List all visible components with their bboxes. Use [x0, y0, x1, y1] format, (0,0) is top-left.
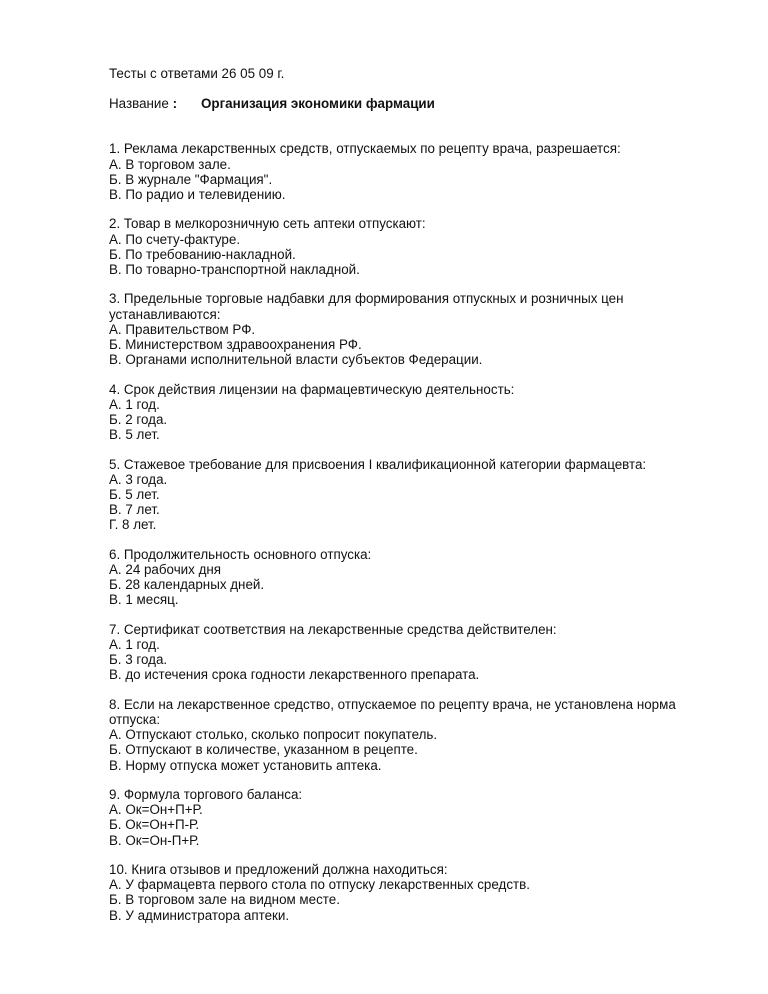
answer-option: Б. 2 года.: [109, 412, 168, 428]
document-title: Организация экономики фармации: [201, 96, 435, 112]
question-text: 5. Стажевое требование для присвоения I квалификационной категории фармацевта:: [109, 456, 647, 472]
question-text: 6. Продолжительность основного отпуска:: [109, 546, 372, 562]
question-block: [109, 291, 729, 367]
answer-option: Б. В журнале "Фармация".: [109, 171, 273, 187]
question-text: 2. Товар в мелкорозничную сеть аптеки отпускают:: [109, 216, 426, 232]
question-block: [109, 862, 729, 923]
question-text: 9. Формула торгового баланса:: [109, 787, 303, 803]
question-text: 7. Сертификат соответствия на лекарственные средства действителен:: [109, 621, 557, 637]
answer-option: Б. В торговом зале на видном месте.: [109, 892, 340, 908]
answer-option: В. 5 лет.: [109, 427, 160, 443]
answer-option: В. По товарно-транспортной накладной.: [109, 262, 360, 278]
title-label: Название: [109, 96, 169, 112]
answer-option: В. 7 лет.: [109, 502, 160, 518]
answer-option: А. По счету-фактуре.: [109, 231, 241, 247]
document-header: Тесты с ответами 26 05 09 г.: [109, 66, 285, 81]
answer-option: Б. 28 календарных дней.: [109, 577, 265, 593]
answer-option: В. Норму отпуска может установить аптека.: [109, 757, 382, 773]
answer-option: А. У фармацевта первого стола по отпуску лекарственных средств.: [109, 877, 530, 893]
question-list: [109, 141, 729, 922]
answer-option: А. 24 рабочих дня: [109, 562, 222, 578]
answer-option: А. В торговом зале.: [109, 156, 231, 172]
question-block: [109, 547, 729, 608]
document-page: [109, 66, 729, 937]
answer-option: А. 1 год.: [109, 637, 160, 653]
answer-option: Б. 3 года.: [109, 652, 168, 668]
answer-option: Г. 8 лет.: [109, 517, 157, 533]
answer-option: В. до истечения срока годности лекарственного препарата.: [109, 667, 480, 683]
answer-option: А. Правительством РФ.: [109, 321, 256, 337]
question-text: 3. Предельные торговые надбавки для формирования отпускных и розничных цен устанавливаются:: [109, 291, 624, 322]
answer-option: В. 1 месяц.: [109, 592, 179, 608]
question-block: [109, 787, 729, 848]
title-colon: :: [172, 96, 178, 112]
answer-option: Б. Отпускают в количестве, указанном в рецепте.: [109, 742, 418, 758]
answer-option: Б. Министерством здравоохранения РФ.: [109, 337, 362, 353]
answer-option: А. Ок=Он+П+Р.: [109, 802, 203, 818]
answer-option: А. 3 года.: [109, 471, 168, 487]
answer-option: В. У администратора аптеки.: [109, 907, 290, 923]
answer-option: А. 1 год.: [109, 396, 160, 412]
answer-option: А. Отпускают столько, сколько попросит покупатель.: [109, 727, 438, 743]
answer-option: В. По радио и телевидению.: [109, 187, 286, 203]
question-block: [109, 141, 729, 202]
question-block: [109, 216, 729, 277]
question-block: [109, 382, 729, 443]
answer-option: Б. Ок=Он+П-Р.: [109, 817, 200, 833]
question-block: [109, 697, 729, 773]
question-text: 10. Книга отзывов и предложений должна находиться:: [109, 862, 448, 878]
answer-option: Б. По требованию-накладной.: [109, 246, 296, 262]
answer-option: В. Органами исполнительной власти субъектов Федерации.: [109, 352, 483, 368]
question-text: 8. Если на лекарственное средство, отпускаемое по рецепту врача, не установлена норма отпуска:: [109, 696, 676, 728]
answer-option: В. Ок=Он-П+Р.: [109, 832, 200, 848]
question-text: 1. Реклама лекарственных средств, отпускаемых по рецепту врача, разрешается:: [109, 141, 621, 157]
question-block: [109, 457, 729, 533]
question-block: [109, 622, 729, 683]
question-text: 4. Срок действия лицензии на фармацевтическую деятельность:: [109, 381, 515, 397]
title-line: [109, 96, 729, 111]
answer-option: Б. 5 лет.: [109, 487, 160, 503]
